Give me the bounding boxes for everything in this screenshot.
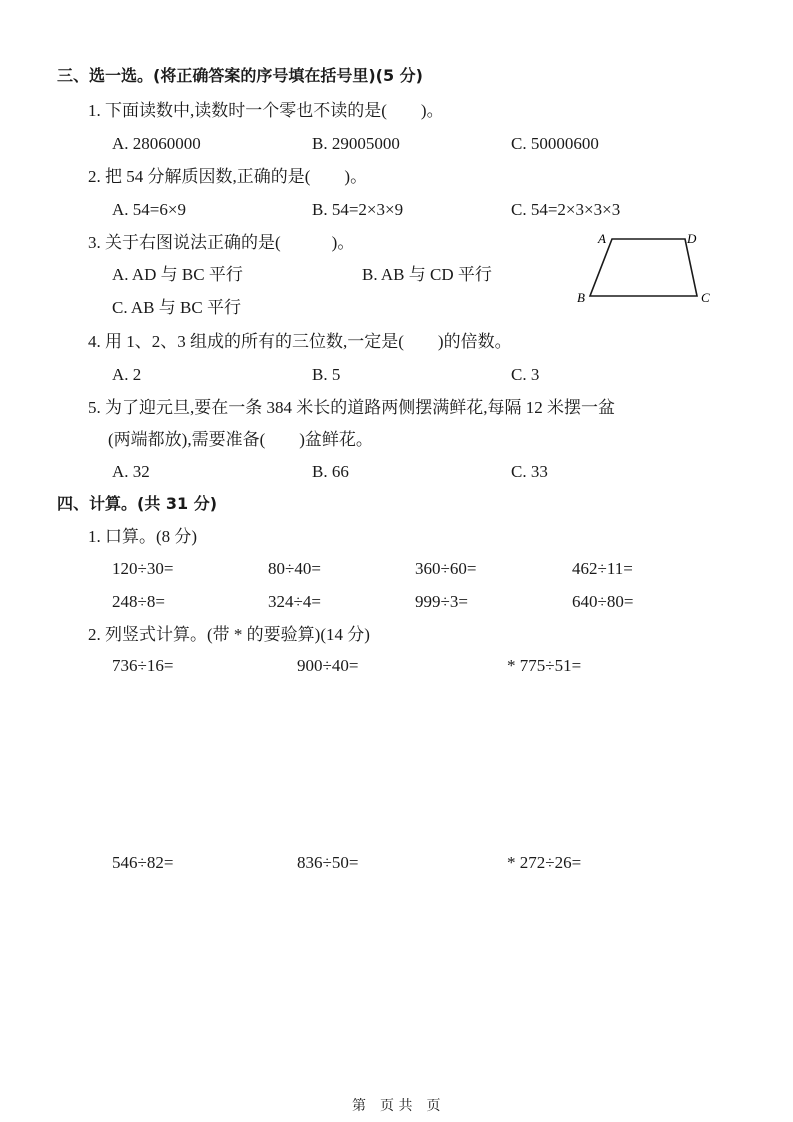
q1-option-a: A. 28060000 xyxy=(112,134,201,153)
q3-option-a: A. AD 与 BC 平行 xyxy=(112,265,243,284)
vertical-item: * 272÷26= xyxy=(507,853,582,872)
q2-option-b: B. 54=2×3×9 xyxy=(312,200,404,219)
q4-option-b: B. 5 xyxy=(312,365,341,384)
vertex-a-label: A xyxy=(598,231,606,246)
oral-calc-title: 1. 口算。(8 分) xyxy=(88,527,198,546)
q3-option-c: C. AB 与 BC 平行 xyxy=(112,298,241,317)
q2-option-c: C. 54=2×3×3×3 xyxy=(511,200,621,219)
oral-item: 80÷40= xyxy=(268,559,321,578)
q2-stem: 2. 把 54 分解质因数,正确的是( )。 xyxy=(88,167,368,186)
q4-option-a: A. 2 xyxy=(112,365,142,384)
vertical-item: * 775÷51= xyxy=(507,656,582,675)
vertical-item: 836÷50= xyxy=(297,853,359,872)
q2-option-a: A. 54=6×9 xyxy=(112,200,186,219)
oral-item: 640÷80= xyxy=(572,592,634,611)
q5-option-b: B. 66 xyxy=(312,462,349,481)
q4-option-c: C. 3 xyxy=(511,365,540,384)
vertical-item: 546÷82= xyxy=(112,853,174,872)
vertical-calc-title: 2. 列竖式计算。(带 * 的要验算)(14 分) xyxy=(88,625,370,644)
q5-stem-line1: 5. 为了迎元旦,要在一条 384 米长的道路两侧摆满鲜花,每隔 12 米摆一盆 xyxy=(88,398,615,417)
q5-option-a: A. 32 xyxy=(112,462,150,481)
q1-option-b: B. 29005000 xyxy=(312,134,400,153)
q3-stem: 3. 关于右图说法正确的是( )。 xyxy=(88,233,355,252)
vertex-c-label: C xyxy=(701,290,710,305)
q5-stem-line2: (两端都放),需要准备( )盆鲜花。 xyxy=(108,430,373,449)
trapezoid-figure xyxy=(570,225,730,315)
vertical-item: 900÷40= xyxy=(297,656,359,675)
oral-item: 120÷30= xyxy=(112,559,174,578)
vertex-b-label: B xyxy=(577,290,585,305)
q1-option-c: C. 50000600 xyxy=(511,134,599,153)
section3-title: 三、选一选。(将正确答案的序号填在括号里)(5 分) xyxy=(57,66,423,85)
page-footer: 第 页 共 页 xyxy=(352,1098,441,1114)
q4-stem: 4. 用 1、2、3 组成的所有的三位数,一定是( )的倍数。 xyxy=(88,332,512,351)
oral-item: 999÷3= xyxy=(415,592,468,611)
oral-item: 360÷60= xyxy=(415,559,477,578)
oral-item: 324÷4= xyxy=(268,592,321,611)
oral-item: 248÷8= xyxy=(112,592,165,611)
q1-stem: 1. 下面读数中,读数时一个零也不读的是( )。 xyxy=(88,101,444,120)
oral-item: 462÷11= xyxy=(572,559,633,578)
section4-title: 四、计算。(共 31 分) xyxy=(57,494,218,513)
vertical-item: 736÷16= xyxy=(112,656,174,675)
q5-option-c: C. 33 xyxy=(511,462,548,481)
q3-option-b: B. AB 与 CD 平行 xyxy=(362,265,492,284)
vertex-d-label: D xyxy=(687,231,697,246)
